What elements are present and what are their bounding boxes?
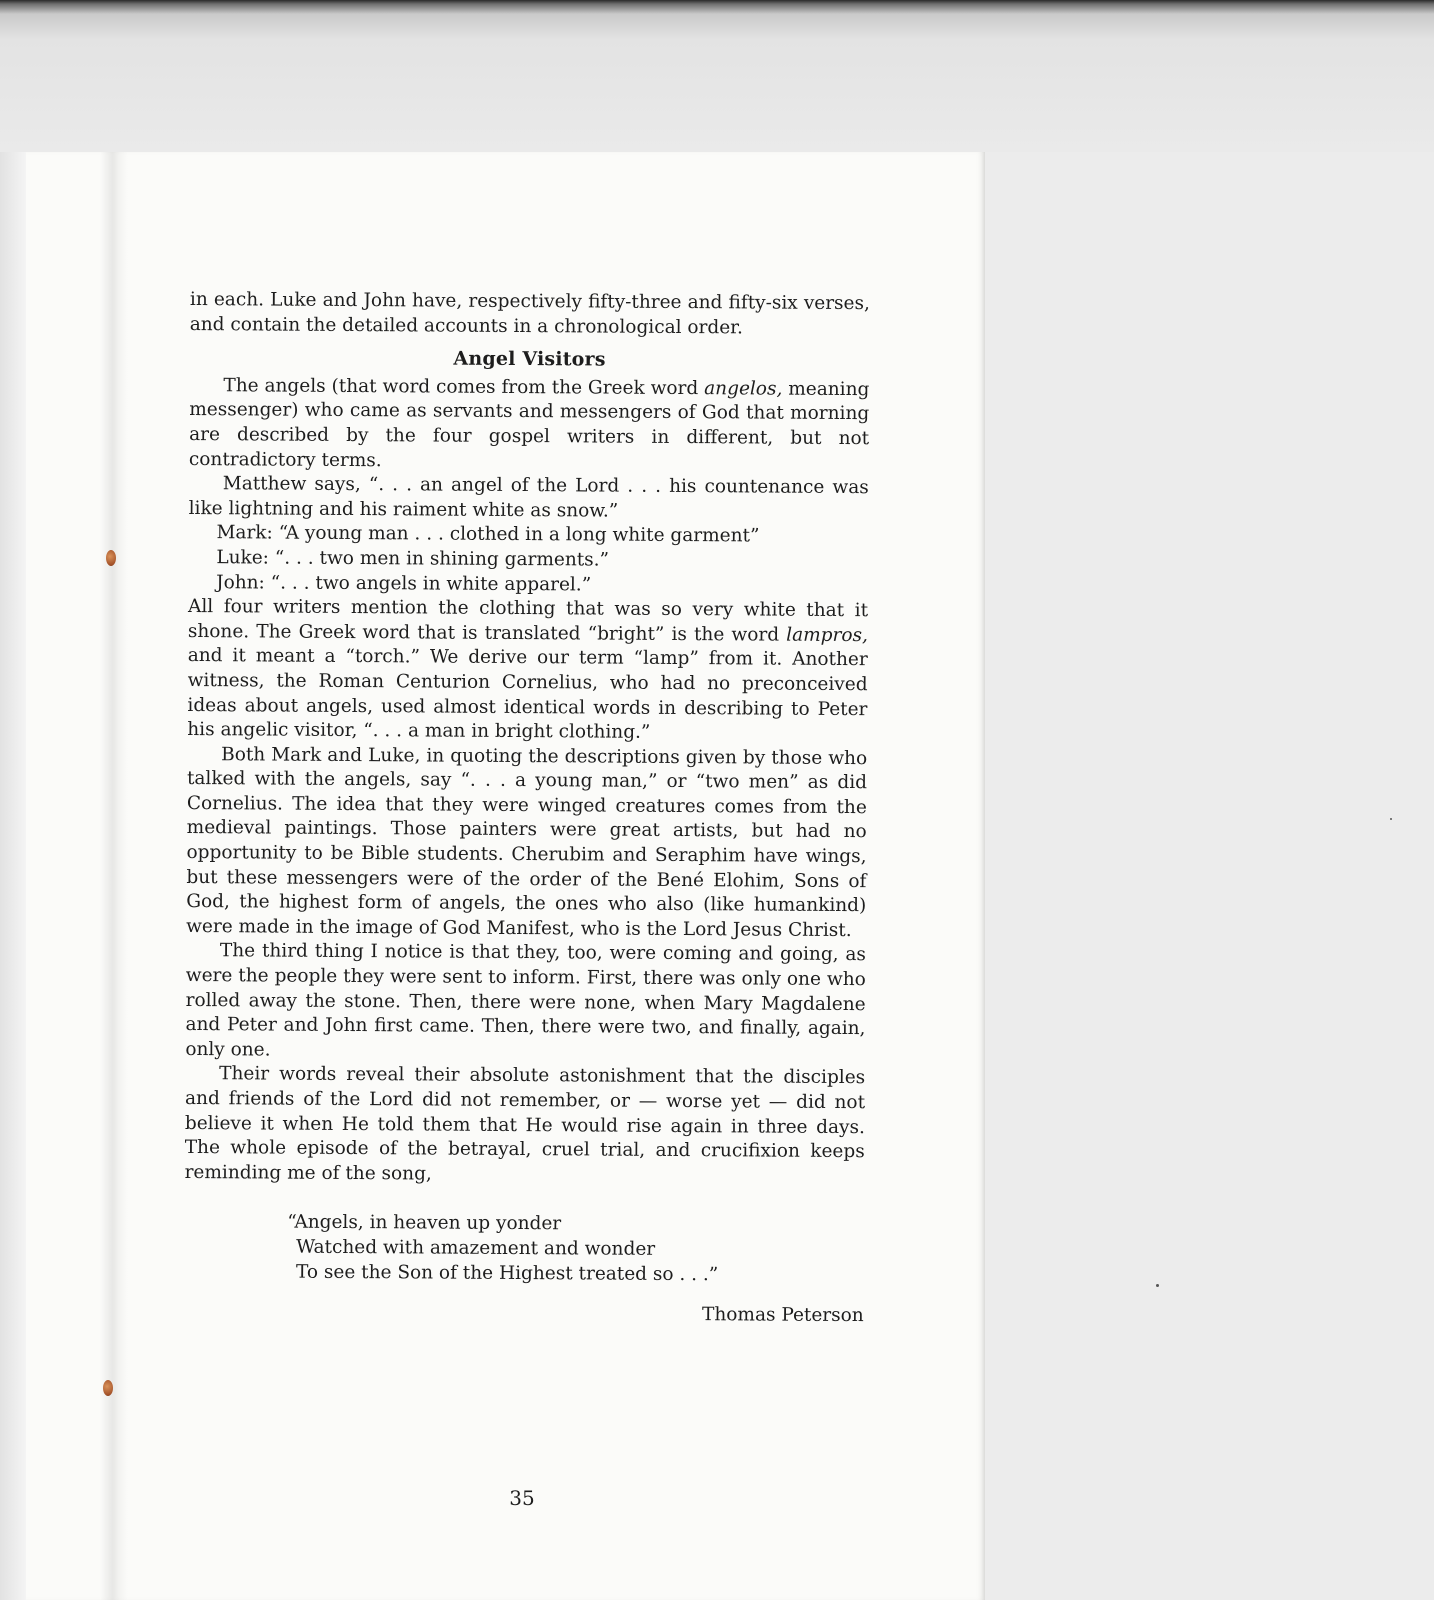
paragraph-text: meaning messenger) who came as servants and messengers of God that morning are described by the four gospel writers in different, but not contradictory terms. — [188, 378, 870, 471]
dust-speck — [1156, 1284, 1159, 1287]
paragraph-coming-going: The third thing I notice is that they, too, were coming and going, as were the people they were sent to inform. First, there was only one who rolled away the stone. Then, there were none, when Mary Magdalene and Peter and John first came. Then, there were two, and finally, again, only one. — [185, 940, 867, 1061]
paragraph-text: All four writers mention the clothing that was so very white that it shone. The Greek word that is translated “bright” is the word — [187, 596, 869, 646]
greek-word-italic: angelos, — [704, 377, 783, 400]
quote-luke: Luke: “. . . two men in shining garments.” — [216, 547, 610, 571]
paragraph-astonishment: Their words reveal their absolute astonishment that the disciples and friends of the Lord did not remember, or — worse yet — did not believe it when He told them that He would rise again in three days. The whole episode of the betrayal, cruel trial, and crucifixion keeps reminding me of the song, — [184, 1063, 866, 1185]
author-signature: Thomas Peterson — [701, 1304, 864, 1327]
paragraph-matthew: Matthew says, “. . . an angel of the Lord . . . his countenance was like lightning and his raiment white as snow.” — [188, 473, 869, 522]
scanner-background-right — [985, 152, 1434, 1600]
rust-staple-mark — [103, 1380, 113, 1396]
paragraph-angels — [189, 374, 870, 477]
scanner-shadow-top — [0, 0, 1434, 152]
dust-speck — [1390, 818, 1392, 820]
intro-paragraph: in each. Luke and John have, respectively fifty-three and fifty-six verses, and contain the detailed accounts in a chronological order. — [189, 288, 870, 338]
rust-staple-mark — [106, 550, 116, 566]
article-body — [184, 288, 870, 1329]
song-line: Watched with amazement and wonder — [296, 1237, 656, 1261]
song-line: To see the Son of the Highest treated so . . .” — [295, 1262, 719, 1286]
quote-mark: Mark: “A young man . . . clothed in a long white garment” — [216, 522, 760, 547]
paragraph-descriptions: Both Mark and Luke, in quoting the descriptions given by those who talked with the angels, say “. . . a young man,” or “two men” as did Cornelius. The idea that they were winged creatures comes from the medieval paintings. Those painters were great artists, but had no opportunity to be Bible students. Cherubim and Seraphim have wings, but these messengers were of the order of the Bené Elohim, Sons of God, the highest form of angels, the ones who also (like humankind) were made in the image of God Manifest, who is the Lord Jesus Christ. — [186, 743, 868, 941]
paragraph-text: The angels (that word comes from the Greek word — [223, 374, 705, 399]
song-line: “Angels, in heaven up yonder — [287, 1211, 562, 1235]
greek-word-italic: lampros, — [786, 624, 868, 646]
paragraph-text: and it meant a “torch.” We derive our term “lamp” from it. Another witness, the Roman Centurion Cornelius, who had no preconceived ideas about angels, used almost identical words in describing to Peter his angelic visitor, “. . . a man in bright clothing.” — [187, 645, 868, 743]
quote-john: John: “. . . two angels in white apparel.” — [216, 571, 592, 595]
page-number: 35 — [509, 1486, 535, 1510]
paragraph-clothing — [187, 595, 868, 747]
song-quote — [287, 1210, 864, 1288]
scanner-background-left — [0, 152, 26, 1600]
section-heading: Angel Visitors — [453, 347, 606, 371]
